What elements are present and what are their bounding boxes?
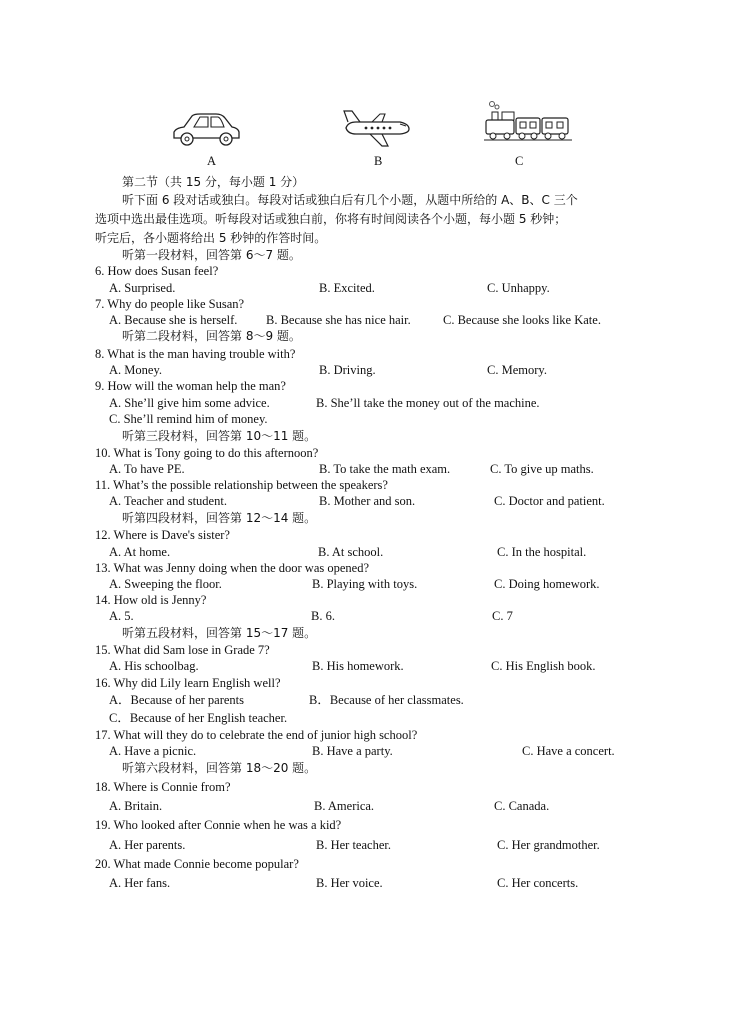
material-heading-1: 听第一段材料，回答第 6～7 题。	[122, 248, 301, 262]
option-a: A. 5.	[109, 609, 134, 623]
question-stem: 17. What will they do to celebrate the end of junior high school?	[95, 728, 418, 742]
option-b: B. At school.	[318, 545, 384, 559]
option-c: C. Because she looks like Kate.	[443, 313, 601, 327]
instruction-line-1: 听下面 6 段对话或独白。每段对话或独白后有几个小题，从题中所给的 A、B、C 三个	[122, 193, 578, 207]
material-heading-3: 听第三段材料，回答第 10～11 题。	[122, 429, 317, 443]
option-a: A. Sweeping the floor.	[109, 577, 222, 591]
question-stem: 18. Where is Connie from?	[95, 780, 231, 794]
question-stem: 9. How will the woman help the man?	[95, 379, 286, 393]
question-stem: 8. What is the man having trouble with?	[95, 347, 296, 361]
option-b: B. To take the math exam.	[319, 462, 451, 476]
option-c: C．Because of her English teacher.	[109, 711, 288, 725]
option-a: A. Her parents.	[109, 838, 186, 852]
option-b: B. Because she has nice hair.	[266, 313, 411, 327]
question-stem: 10. What is Tony going to do this afternoon?	[95, 446, 319, 460]
option-c: C. Have a concert.	[522, 744, 615, 758]
option-c: C. Canada.	[494, 799, 550, 813]
question-stem: 7. Why do people like Susan?	[95, 297, 245, 311]
option-a: A. His schoolbag.	[109, 659, 199, 673]
question-stem: 20. What made Connie become popular?	[95, 857, 299, 871]
option-a: A. She’ll give him some advice.	[109, 396, 270, 410]
question-stem: 13. What was Jenny doing when the door was opened?	[95, 561, 370, 575]
picture-b-label: B	[374, 154, 383, 168]
option-b: B. Mother and son.	[319, 494, 416, 508]
option-b: B．Because of her classmates.	[309, 693, 464, 707]
option-b: B. She’ll take the money out of the machine.	[316, 396, 540, 410]
question-stem: 6. How does Susan feel?	[95, 264, 219, 278]
option-a: A. Surprised.	[109, 281, 176, 295]
question-stem: 16. Why did Lily learn English well?	[95, 676, 281, 690]
material-heading-6: 听第六段材料，回答第 18～20 题。	[122, 761, 317, 775]
picture-a-label: A	[207, 154, 217, 168]
option-a: A. Have a picnic.	[109, 744, 197, 758]
question-stem: 14. How old is Jenny?	[95, 593, 207, 607]
question-stem: 12. Where is Dave's sister?	[95, 528, 230, 542]
option-a: A. Because she is herself.	[109, 313, 238, 327]
question-stem: 19. Who looked after Connie when he was a kid?	[95, 818, 342, 832]
option-b: B. Her voice.	[316, 876, 383, 890]
option-a: A. At home.	[109, 545, 171, 559]
option-c: C. To give up maths.	[490, 462, 594, 476]
option-a: A. Teacher and student.	[109, 494, 227, 508]
section-title: 第二节（共 15 分，每小题 1 分）	[122, 175, 305, 189]
option-c: C. In the hospital.	[497, 545, 587, 559]
option-b: B. America.	[314, 799, 375, 813]
question-stem: 11. What’s the possible relationship between the speakers?	[95, 478, 388, 492]
option-b: B. His homework.	[312, 659, 404, 673]
option-c: C. 7	[492, 609, 513, 623]
option-b: B. Driving.	[319, 363, 376, 377]
option-c: C. Her grandmother.	[497, 838, 600, 852]
picture-options	[0, 100, 737, 170]
option-a: A．Because of her parents	[109, 693, 245, 707]
option-c: C. Doctor and patient.	[494, 494, 605, 508]
option-c: C. She’ll remind him of money.	[109, 412, 268, 426]
material-heading-4: 听第四段材料，回答第 12～14 题。	[122, 511, 317, 525]
option-a: A. Her fans.	[109, 876, 171, 890]
question-stem: 15. What did Sam lose in Grade 7?	[95, 643, 270, 657]
picture-c-label: C	[515, 154, 524, 168]
train-icon	[484, 100, 574, 144]
option-a: A. Britain.	[109, 799, 163, 813]
option-a: A. To have PE.	[109, 462, 185, 476]
airplane-icon	[342, 108, 412, 148]
instruction-line-3: 听完后，各小题将给出 5 秒钟的作答时间。	[95, 231, 327, 245]
option-b: B. Excited.	[319, 281, 375, 295]
option-c: C. Her concerts.	[497, 876, 579, 890]
material-heading-5: 听第五段材料，回答第 15～17 题。	[122, 626, 317, 640]
option-b: B. Playing with toys.	[312, 577, 418, 591]
option-b: B. Her teacher.	[316, 838, 391, 852]
option-b: B. Have a party.	[312, 744, 393, 758]
option-c: C. Unhappy.	[487, 281, 550, 295]
material-heading-2: 听第二段材料，回答第 8～9 题。	[122, 329, 301, 343]
option-c: C. His English book.	[491, 659, 596, 673]
car-icon	[170, 112, 242, 148]
option-a: A. Money.	[109, 363, 163, 377]
instruction-line-2: 选项中选出最佳选项。听每段对话或独白前，你将有时间阅读各个小题，每小题 5 秒钟；	[95, 212, 567, 226]
option-c: C. Memory.	[487, 363, 547, 377]
option-c: C. Doing homework.	[494, 577, 600, 591]
option-b: B. 6.	[311, 609, 335, 623]
